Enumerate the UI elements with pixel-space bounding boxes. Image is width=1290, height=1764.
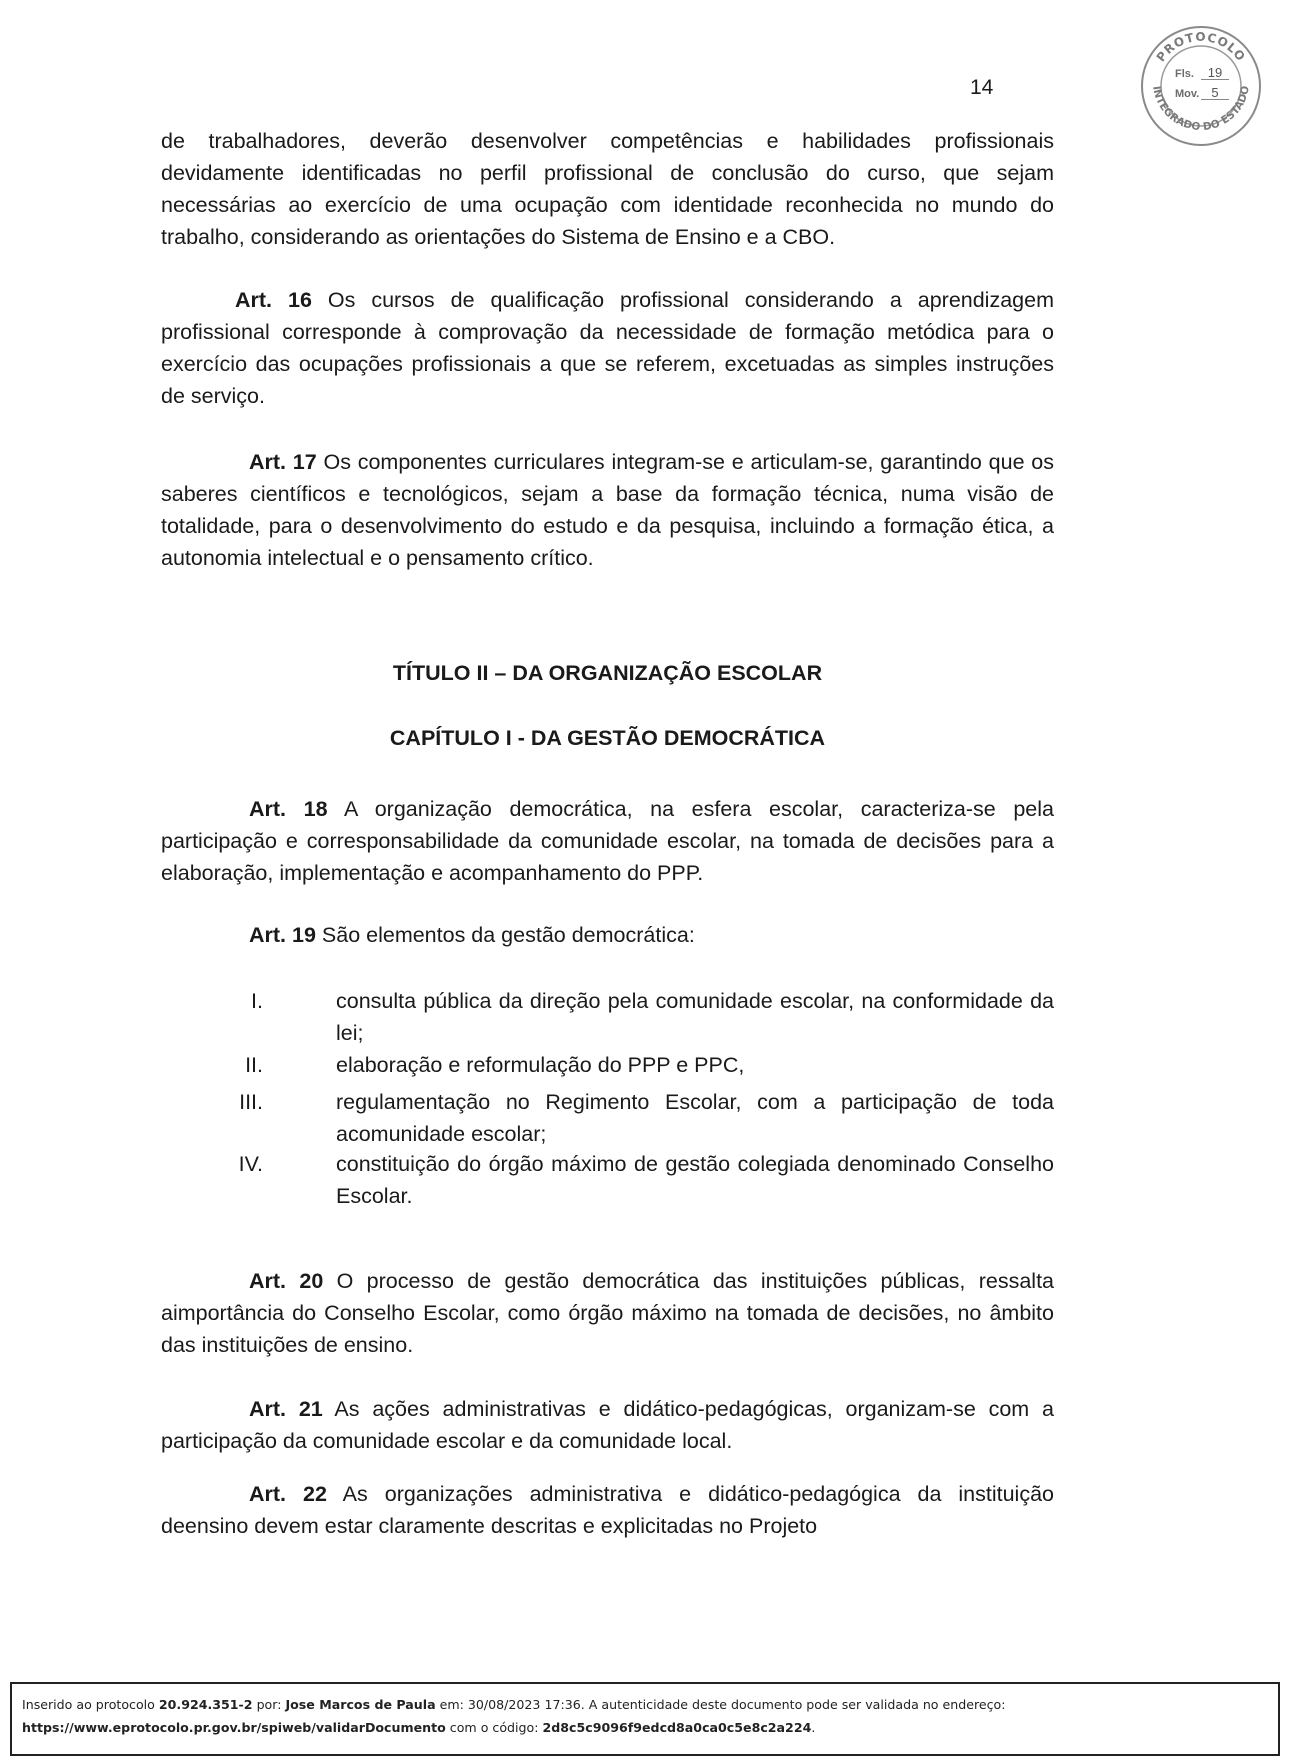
- authenticity-footer: [10, 1682, 1280, 1756]
- article-21: [161, 1393, 1054, 1457]
- list-item: [161, 1049, 1054, 1086]
- footer-text: em: 30/08/2023 17:36. A autenticidade deste documento pode ser validada no endereço:: [435, 1697, 1006, 1712]
- article-19: [161, 919, 1054, 951]
- title-heading: TÍTULO II – DA ORGANIZAÇÃO ESCOLAR: [392, 661, 823, 685]
- article-22-label: Art. 22: [249, 1482, 327, 1506]
- stamp-fls-value: 19: [1201, 66, 1229, 80]
- footer-author: Jose Marcos de Paula: [285, 1697, 436, 1712]
- democratic-elements-list: [161, 985, 1054, 1212]
- article-16-label: Art. 16: [235, 288, 312, 312]
- footer-text: .: [811, 1720, 816, 1735]
- list-item-number: II.: [245, 1053, 263, 1077]
- article-18-text: A organização democrática, na esfera escolar, caracteriza-se pela participação e corresponsabilidade da comunidade escolar, na tomada de decisões para a elaboração, implementação e acompanhamento do PPP.: [161, 797, 1054, 885]
- article-16-text: Os cursos de qualificação profissional considerando a aprendizagem profissional corresponde à comprovação da necessidade de formação metódica para o exercício das ocupações profissionais a que se referem, excetuadas as simples instruções de serviço.: [161, 288, 1054, 408]
- footer-text: por:: [252, 1697, 286, 1712]
- list-item-number: I.: [251, 989, 263, 1013]
- list-item-text: elaboração e reformulação do PPP e PPC,: [336, 1053, 745, 1077]
- list-item-text: constituição do órgão máximo de gestão colegiada denominado Conselho Escolar.: [336, 1152, 1054, 1208]
- footer-validation-code: 2d8c5c9096f9edcd8a0ca0c5e8c2a224: [542, 1720, 812, 1735]
- article-17: [161, 446, 1054, 574]
- svg-text:PROTOCOLO: [1154, 30, 1249, 64]
- article-19-text: São elementos da gestão democrática:: [315, 923, 695, 947]
- footer-validation-url[interactable]: https://www.eprotocolo.pr.gov.br/spiweb/validarDocumento: [22, 1720, 446, 1735]
- list-item: [161, 1148, 1054, 1212]
- continuation-paragraph: de trabalhadores, deverão desenvolver competências e habilidades profissionais devidamente identificadas no perfil profissional de conclusão do curso, que sejam necessárias ao exercício de uma ocupação com identidade reconhecida no mundo do trabalho, considerando as orientações do Sistema de Ensino e a CBO.: [161, 129, 1054, 249]
- article-20-text: O processo de gestão democrática das instituições públicas, ressalta aimportância do Conselho Escolar, como órgão máximo na tomada de decisões, no âmbito das instituições de ensino.: [161, 1269, 1054, 1357]
- article-19-label: Art. 19: [249, 923, 316, 947]
- article-16: [161, 284, 1054, 412]
- footer-text: Inserido ao protocolo: [22, 1697, 159, 1712]
- article-18-label: Art. 18: [249, 797, 328, 821]
- list-item-number: III.: [239, 1090, 263, 1114]
- stamp-fls-label: Fls.: [1175, 68, 1194, 80]
- list-item-text: consulta pública da direção pela comunidade escolar, na conformidade da lei;: [336, 989, 1054, 1045]
- article-18: [161, 793, 1054, 889]
- list-item-text: regulamentação no Regimento Escolar, com a participação de toda acomunidade escolar;: [336, 1090, 1054, 1146]
- stamp-top-text: PROTOCOLO: [1153, 30, 1249, 65]
- list-item-number: IV.: [238, 1152, 263, 1176]
- article-20-label: Art. 20: [249, 1269, 324, 1293]
- footer-text: com o código:: [445, 1720, 543, 1735]
- list-item: [161, 1086, 1054, 1148]
- stamp-mov-label: Mov.: [1175, 88, 1200, 100]
- protocol-stamp: [1139, 24, 1263, 148]
- article-21-text: As ações administrativas e didático-pedagógicas, organizam-se com a participação da comunidade escolar e da comunidade local.: [161, 1397, 1055, 1453]
- stamp-mov-value: 5: [1201, 86, 1229, 100]
- page-number: 14: [970, 76, 994, 99]
- chapter-heading: CAPÍTULO I - DA GESTÃO DEMOCRÁTICA: [389, 726, 826, 750]
- article-17-label: Art. 17: [249, 450, 317, 474]
- stamp-bottom-text: INTEGRADO DO ESTADO: [1150, 84, 1252, 134]
- footer-protocol-number: 20.924.351-2: [158, 1697, 253, 1712]
- article-21-label: Art. 21: [249, 1397, 323, 1421]
- list-item: [161, 985, 1054, 1049]
- article-20: [161, 1265, 1054, 1361]
- article-17-text: Os componentes curriculares integram-se e articulam-se, garantindo que os saberes científicos e tecnológicos, sejam a base da formação técnica, numa visão de totalidade, para o desenvolvimento do estudo e da pesquisa, incluindo a formação ética, a autonomia intelectual e o pensamento crítico.: [161, 450, 1054, 570]
- article-22-text: As organizações administrativa e didático-pedagógica da instituição deensino devem estar claramente descritas e explicitadas no Projeto: [161, 1482, 1054, 1538]
- article-22: [161, 1478, 1054, 1542]
